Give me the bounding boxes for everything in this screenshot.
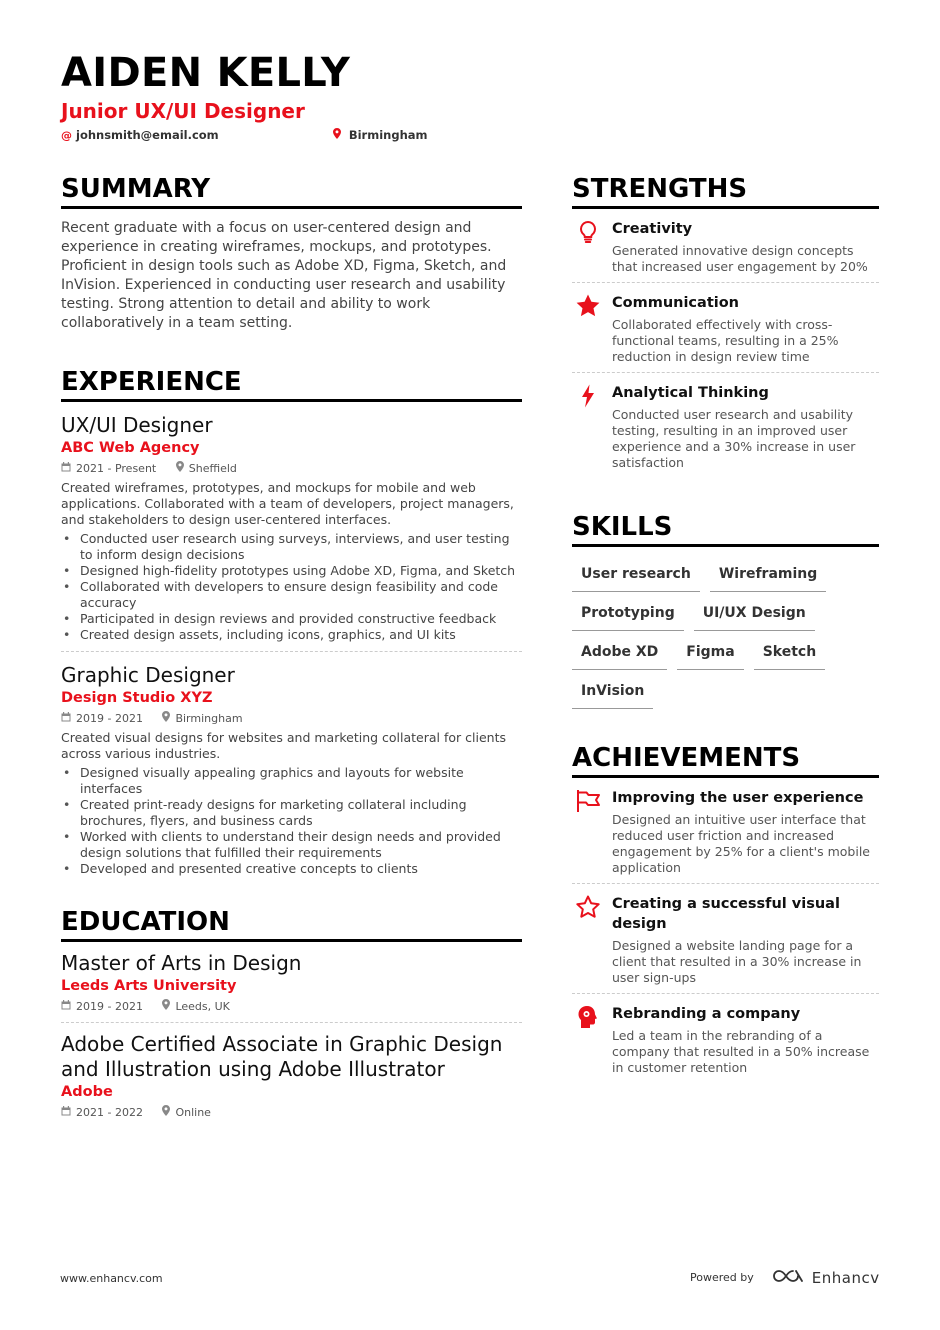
skill-tag: User research — [572, 559, 700, 592]
list-item: • Designed high-fidelity prototypes using Adobe XD, Figma, and Sketch — [61, 563, 522, 579]
email-text: johnsmith@email.com — [76, 128, 219, 142]
skill-tag: InVision — [572, 676, 653, 709]
list-item: • Conducted user research using surveys, interviews, and user testing to inform design decisions — [61, 531, 522, 563]
calendar-icon — [61, 1000, 71, 1013]
list-item: • Collaborated with developers to ensure design feasibility and code accuracy — [61, 579, 522, 611]
resume-role: Junior UX/UI Designer — [61, 99, 305, 123]
list-item: • Designed visually appealing graphics and layouts for website interfaces — [61, 765, 522, 797]
star-outline-icon — [575, 894, 601, 920]
job-location: Birmingham — [175, 712, 243, 725]
job-dates: 2021 - Present — [76, 462, 157, 475]
lightbulb-icon — [575, 219, 601, 245]
enhancv-logo-icon — [772, 1268, 804, 1287]
job-company: ABC Web Agency — [61, 440, 200, 456]
location-text: Birmingham — [348, 128, 428, 142]
strength-desc: Collaborated effectively with cross-functional teams, resulting in a 25% reduction in design review time — [612, 317, 839, 364]
resume-name: AIDEN KELLY — [61, 50, 351, 96]
job-bullets — [61, 531, 522, 643]
achievement-title: Creating a successful visual design — [612, 896, 840, 932]
location-pin-icon — [162, 1000, 170, 1013]
job-company: Design Studio XYZ — [61, 690, 213, 706]
list-item: • Participated in design reviews and provided constructive feedback — [61, 611, 522, 627]
skill-tag: UI/UX Design — [694, 598, 815, 631]
location-pin-icon — [162, 1106, 170, 1119]
strengths-heading: STRENGTHS — [572, 172, 879, 209]
education-entry — [61, 1032, 522, 1120]
enhancv-brand-text: Enhancv — [811, 1268, 880, 1287]
experience-entry — [61, 412, 522, 652]
powered-by-label: Powered by — [690, 1271, 754, 1284]
strength-item — [572, 373, 879, 478]
job-meta — [61, 711, 522, 726]
strength-desc: Generated innovative design concepts that increased user engagement by 20% — [612, 243, 868, 274]
flag-icon — [575, 788, 601, 814]
education-heading: EDUCATION — [61, 905, 522, 942]
head-icon — [575, 1004, 601, 1030]
location-pin-icon — [162, 712, 170, 725]
at-icon: @ — [61, 129, 72, 142]
location-contact — [333, 128, 428, 142]
achievement-item — [572, 994, 879, 1083]
left-column — [61, 172, 522, 1120]
achievement-title: Rebranding a company — [612, 1006, 801, 1022]
achievement-item — [572, 884, 879, 994]
experience-heading: EXPERIENCE — [61, 365, 522, 402]
education-entry — [61, 951, 522, 1023]
skill-tag: Adobe XD — [572, 637, 667, 670]
strength-title: Communication — [612, 295, 740, 311]
list-item: • Worked with clients to understand their design needs and provided design solutions that fulfilled their requirements — [61, 829, 522, 861]
strength-item — [572, 283, 879, 373]
calendar-icon — [61, 712, 71, 725]
degree-title: Master of Arts in Design — [61, 951, 302, 975]
skill-tag: Sketch — [754, 637, 825, 670]
email-contact[interactable] — [61, 128, 219, 142]
school-name: Adobe — [61, 1084, 113, 1100]
strength-title: Analytical Thinking — [612, 385, 769, 401]
job-title: Graphic Designer — [61, 663, 235, 687]
calendar-icon — [61, 1106, 71, 1119]
education-location: Leeds, UK — [175, 1000, 230, 1013]
star-icon — [575, 293, 601, 319]
education-location: Online — [175, 1106, 211, 1119]
degree-title: Adobe Certified Associate in Graphic Design and Illustration using Adobe Illustrator — [61, 1032, 503, 1081]
job-description: Created visual designs for websites and marketing collateral for clients across various industries. — [61, 730, 507, 761]
skills-heading: SKILLS — [572, 510, 879, 547]
location-pin-icon — [333, 129, 345, 142]
achievements-heading: ACHIEVEMENTS — [572, 741, 879, 778]
experience-entry — [61, 662, 522, 877]
job-dates: 2019 - 2021 — [76, 712, 143, 725]
school-name: Leeds Arts University — [61, 978, 237, 994]
skill-tag: Figma — [677, 637, 743, 670]
calendar-icon — [61, 462, 71, 475]
achievement-desc: Led a team in the rebranding of a company that resulted in a 50% increase in customer retention — [612, 1028, 870, 1075]
lightning-icon — [575, 383, 601, 409]
strength-item — [572, 209, 879, 283]
right-column — [572, 172, 879, 1083]
job-description: Created wireframes, prototypes, and mockups for mobile and web applications. Collaborated with a team of developers, project managers, and stakeholders to design user-centered interfaces. — [61, 480, 514, 527]
location-pin-icon — [176, 462, 184, 475]
achievement-item — [572, 778, 879, 884]
list-item: • Developed and presented creative concepts to clients — [61, 861, 522, 877]
footer-branding[interactable] — [690, 1268, 880, 1287]
summary-text: Recent graduate with a focus on user-centered design and experience in creating wireframes, mockups, and prototypes. Proficient in design tools such as Adobe XD, Figma, Sketch, and InVision. Experienced in conducting user research and usability testing. Strong attention to detail and ability to work collaboratively in a team setting. — [61, 220, 507, 331]
divider — [61, 1022, 522, 1023]
job-bullets — [61, 765, 522, 877]
footer-website-link[interactable]: www.enhancv.com — [60, 1272, 163, 1285]
education-meta — [61, 999, 522, 1014]
skills-list — [572, 553, 879, 709]
list-item: • Created design assets, including icons, graphics, and UI kits — [61, 627, 522, 643]
skill-tag: Wireframing — [710, 559, 826, 592]
strength-title: Creativity — [612, 221, 693, 237]
achievement-desc: Designed an intuitive user interface that reduced user friction and increased engagement by 25% for a client's mobile application — [612, 812, 871, 875]
summary-heading: SUMMARY — [61, 172, 522, 209]
education-dates: 2021 - 2022 — [76, 1106, 143, 1119]
job-title: UX/UI Designer — [61, 413, 213, 437]
divider — [61, 651, 522, 652]
education-meta — [61, 1105, 522, 1120]
achievement-title: Improving the user experience — [612, 790, 864, 806]
achievement-desc: Designed a website landing page for a client that resulted in a 30% increase in user sign-ups — [612, 938, 862, 985]
list-item: • Created print-ready designs for marketing collateral including brochures, flyers, and business cards — [61, 797, 522, 829]
education-dates: 2019 - 2021 — [76, 1000, 143, 1013]
job-meta — [61, 461, 522, 476]
strength-desc: Conducted user research and usability testing, resulting in an improved user experience and a 30% increase in user satisfaction — [612, 407, 856, 470]
skill-tag: Prototyping — [572, 598, 684, 631]
job-location: Sheffield — [188, 462, 237, 475]
